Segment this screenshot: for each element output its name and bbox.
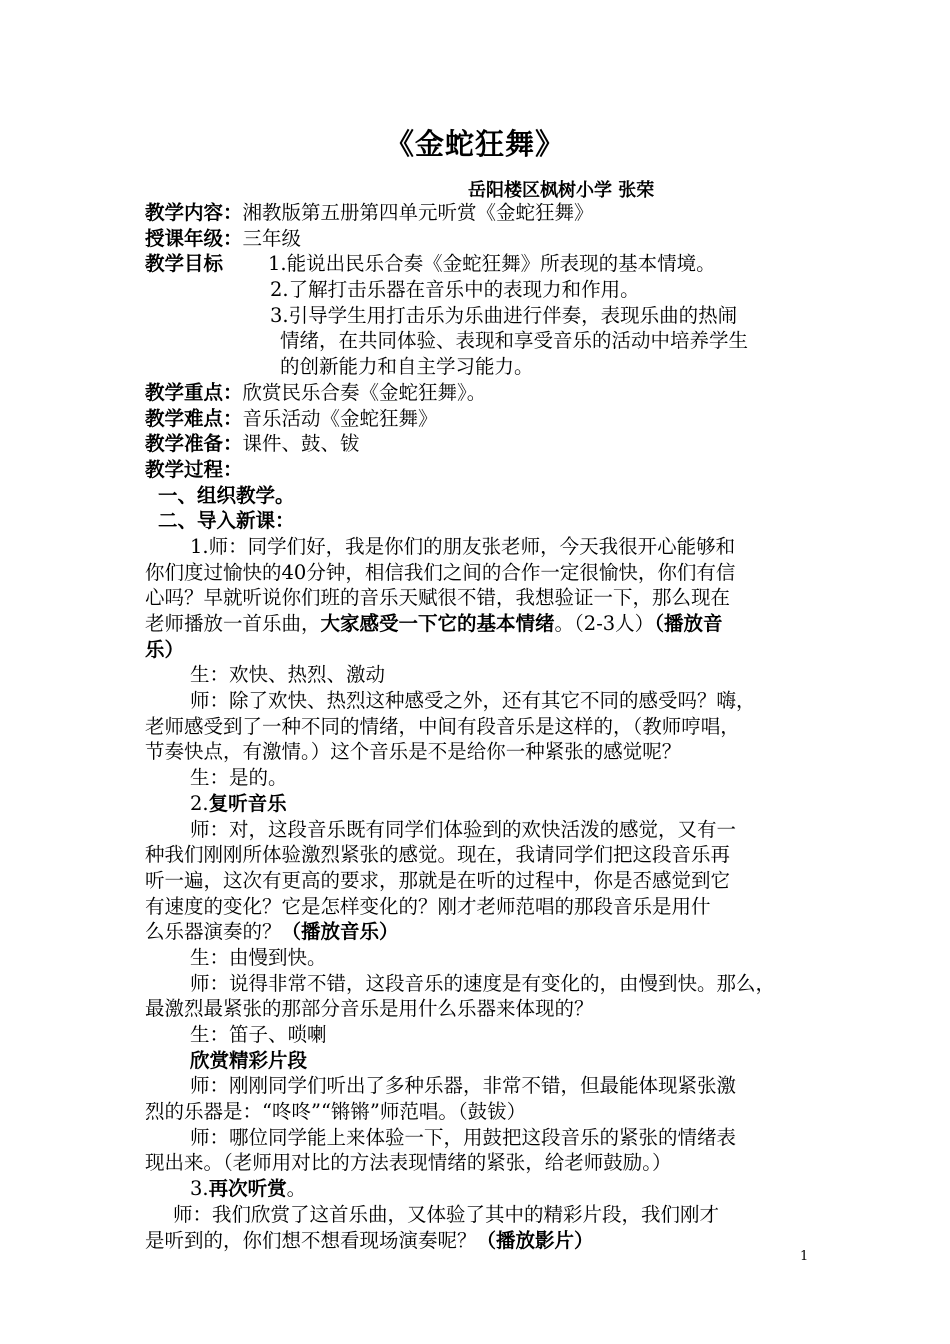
- document-title: 《金蛇狂舞》: [384, 127, 565, 161]
- step-number: 3.: [190, 1177, 209, 1201]
- paragraph-line: 老师感受到了一种不同的情绪，中间有段音乐是这样的，（教师哼唱，: [145, 714, 740, 738]
- line-preparation: [145, 431, 815, 457]
- author-line: 岳阳楼区枫树小学 张荣: [468, 180, 655, 201]
- step-heading: [145, 1176, 815, 1202]
- page-number: 1: [800, 1249, 809, 1264]
- goal-2: 2.了解打击乐器在音乐中的表现力和作用。: [270, 278, 640, 302]
- step-heading: 欣赏精彩片段: [190, 1048, 308, 1072]
- step-title: 再次听赏: [208, 1177, 287, 1201]
- emphasis-span: （播放音: [654, 612, 723, 635]
- goal-3-cont-2: 的创新能力和自主学习能力。: [280, 355, 534, 379]
- paragraph-line: 师：除了欢快、热烈这种感受之外，还有其它不同的感受吗？嗨，: [190, 689, 756, 713]
- paragraph-line: 现出来。（老师用对比的方法表现情绪的紧张，给老师鼓励。）: [145, 1151, 672, 1175]
- paragraph-line: 你们度过愉快的40分钟，相信我们之间的合作一定很愉快，你们有信: [145, 560, 736, 584]
- emphasis-span: （播放影片）: [476, 1228, 594, 1252]
- step-heading: [145, 791, 815, 817]
- text-grade: 三年级: [242, 226, 302, 250]
- label-preparation: 教学准备：: [145, 432, 243, 456]
- document-body: [145, 200, 815, 1253]
- line-content: [145, 200, 815, 226]
- paragraph-line: 师：说得非常不错，这段音乐的速度是有变化的，由慢到快。那么，: [190, 971, 776, 995]
- student-answer: 生：由慢到快。: [190, 945, 327, 969]
- student-answer: 生：笛子、唢喇: [190, 1023, 327, 1046]
- student-answer: 生：欢快、热烈、激动: [190, 663, 386, 687]
- text-key-point: 欣赏民乐合奏《金蛇狂舞》。: [242, 380, 487, 404]
- text-span: 是听到的，你们想不想看现场演奏呢？: [145, 1228, 477, 1252]
- goal-1: 1.能说出民乐合奏《金蛇狂舞》所表现的基本情境。: [268, 252, 716, 276]
- section-organize: 一、组织教学。: [158, 483, 295, 507]
- paragraph-line: [145, 611, 815, 637]
- label-process: 教学过程：: [145, 457, 243, 481]
- paragraph-line: [145, 1228, 815, 1254]
- label-key-point: 教学重点：: [145, 380, 243, 404]
- text-span: 老师播放一首乐曲，: [145, 612, 321, 635]
- emphasis-span: 大家感受一下它的基本情绪: [320, 612, 555, 635]
- paragraph-line: 种我们刚刚所体验激烈紧张的感觉。现在，我请同学们把这段音乐再: [145, 843, 731, 867]
- text-content: 湘教版第五册第四单元听赏《金蛇狂舞》: [242, 201, 594, 224]
- paragraph-line: 师：刚刚同学们听出了多种乐器，非常不错，但最能体现紧张激: [190, 1074, 737, 1098]
- line-grade: [145, 226, 815, 252]
- text-span: 。（2-3人）: [554, 612, 655, 635]
- paragraph-line: 师：哪位同学能上来体验一下，用鼓把这段音乐的紧张的情绪表: [190, 1125, 737, 1149]
- paragraph-line: 有速度的变化？它是怎样变化的？刚才老师范唱的那段音乐是用什: [145, 894, 711, 918]
- step-number: 2.: [190, 791, 209, 815]
- paragraph-line: 师：对，这段音乐既有同学们体验到的欢快活泼的感觉，又有一: [190, 817, 737, 841]
- label-difficulty: 教学难点：: [145, 406, 243, 430]
- line-difficulty: [145, 406, 815, 432]
- paragraph-line: 烈的乐器是：“咚咚”“锵锵”师范唱。（鼓钹）: [145, 1100, 527, 1124]
- goal-3: 3.引导学生用打击乐为乐曲进行伴奏，表现乐曲的热闹: [270, 303, 738, 327]
- section-introduce: 二、导入新课：: [158, 509, 295, 533]
- paragraph-line: 听一遍，这次有更高的要求，那就是在听的过程中，你是否感觉到它: [145, 868, 731, 892]
- line-goal-1: [145, 251, 815, 277]
- emphasis-span: （播放音乐）: [281, 920, 399, 944]
- paragraph-line: 节奏快点，有激情。）这个音乐是不是给你一种紧张的感觉呢？: [145, 740, 682, 764]
- label-goals: 教学目标: [145, 252, 224, 276]
- text-span: 。: [286, 1177, 307, 1201]
- paragraph-line: 1.师：同学们好，我是你们的朋友张老师，今天我很开心能够和: [190, 534, 736, 558]
- goal-3-cont-1: 情绪，在共同体验、表现和享受音乐的活动中培养学生: [280, 329, 749, 353]
- paragraph-line: 师：我们欣赏了这首乐曲，又体验了其中的精彩片段，我们刚才: [173, 1202, 720, 1226]
- text-preparation: 课件、鼓、钹: [242, 432, 360, 456]
- paragraph-line: 心吗？早就听说你们班的音乐天赋很不错，我想验证一下，那么现在: [145, 586, 731, 610]
- label-content: 教学内容：: [145, 201, 243, 224]
- line-key-point: [145, 380, 815, 406]
- paragraph-line: 最激烈最紧张的那部分音乐是用什么乐器来体现的？: [145, 997, 594, 1021]
- label-grade: 授课年级：: [145, 226, 243, 250]
- text-span: 么乐器演奏的？: [145, 920, 282, 944]
- paragraph-line: 乐）: [145, 637, 185, 661]
- step-title: 复听音乐: [208, 791, 287, 815]
- student-answer: 生：是的。: [190, 766, 288, 790]
- text-difficulty: 音乐活动《金蛇狂舞》: [242, 406, 438, 430]
- paragraph-line: [145, 919, 815, 945]
